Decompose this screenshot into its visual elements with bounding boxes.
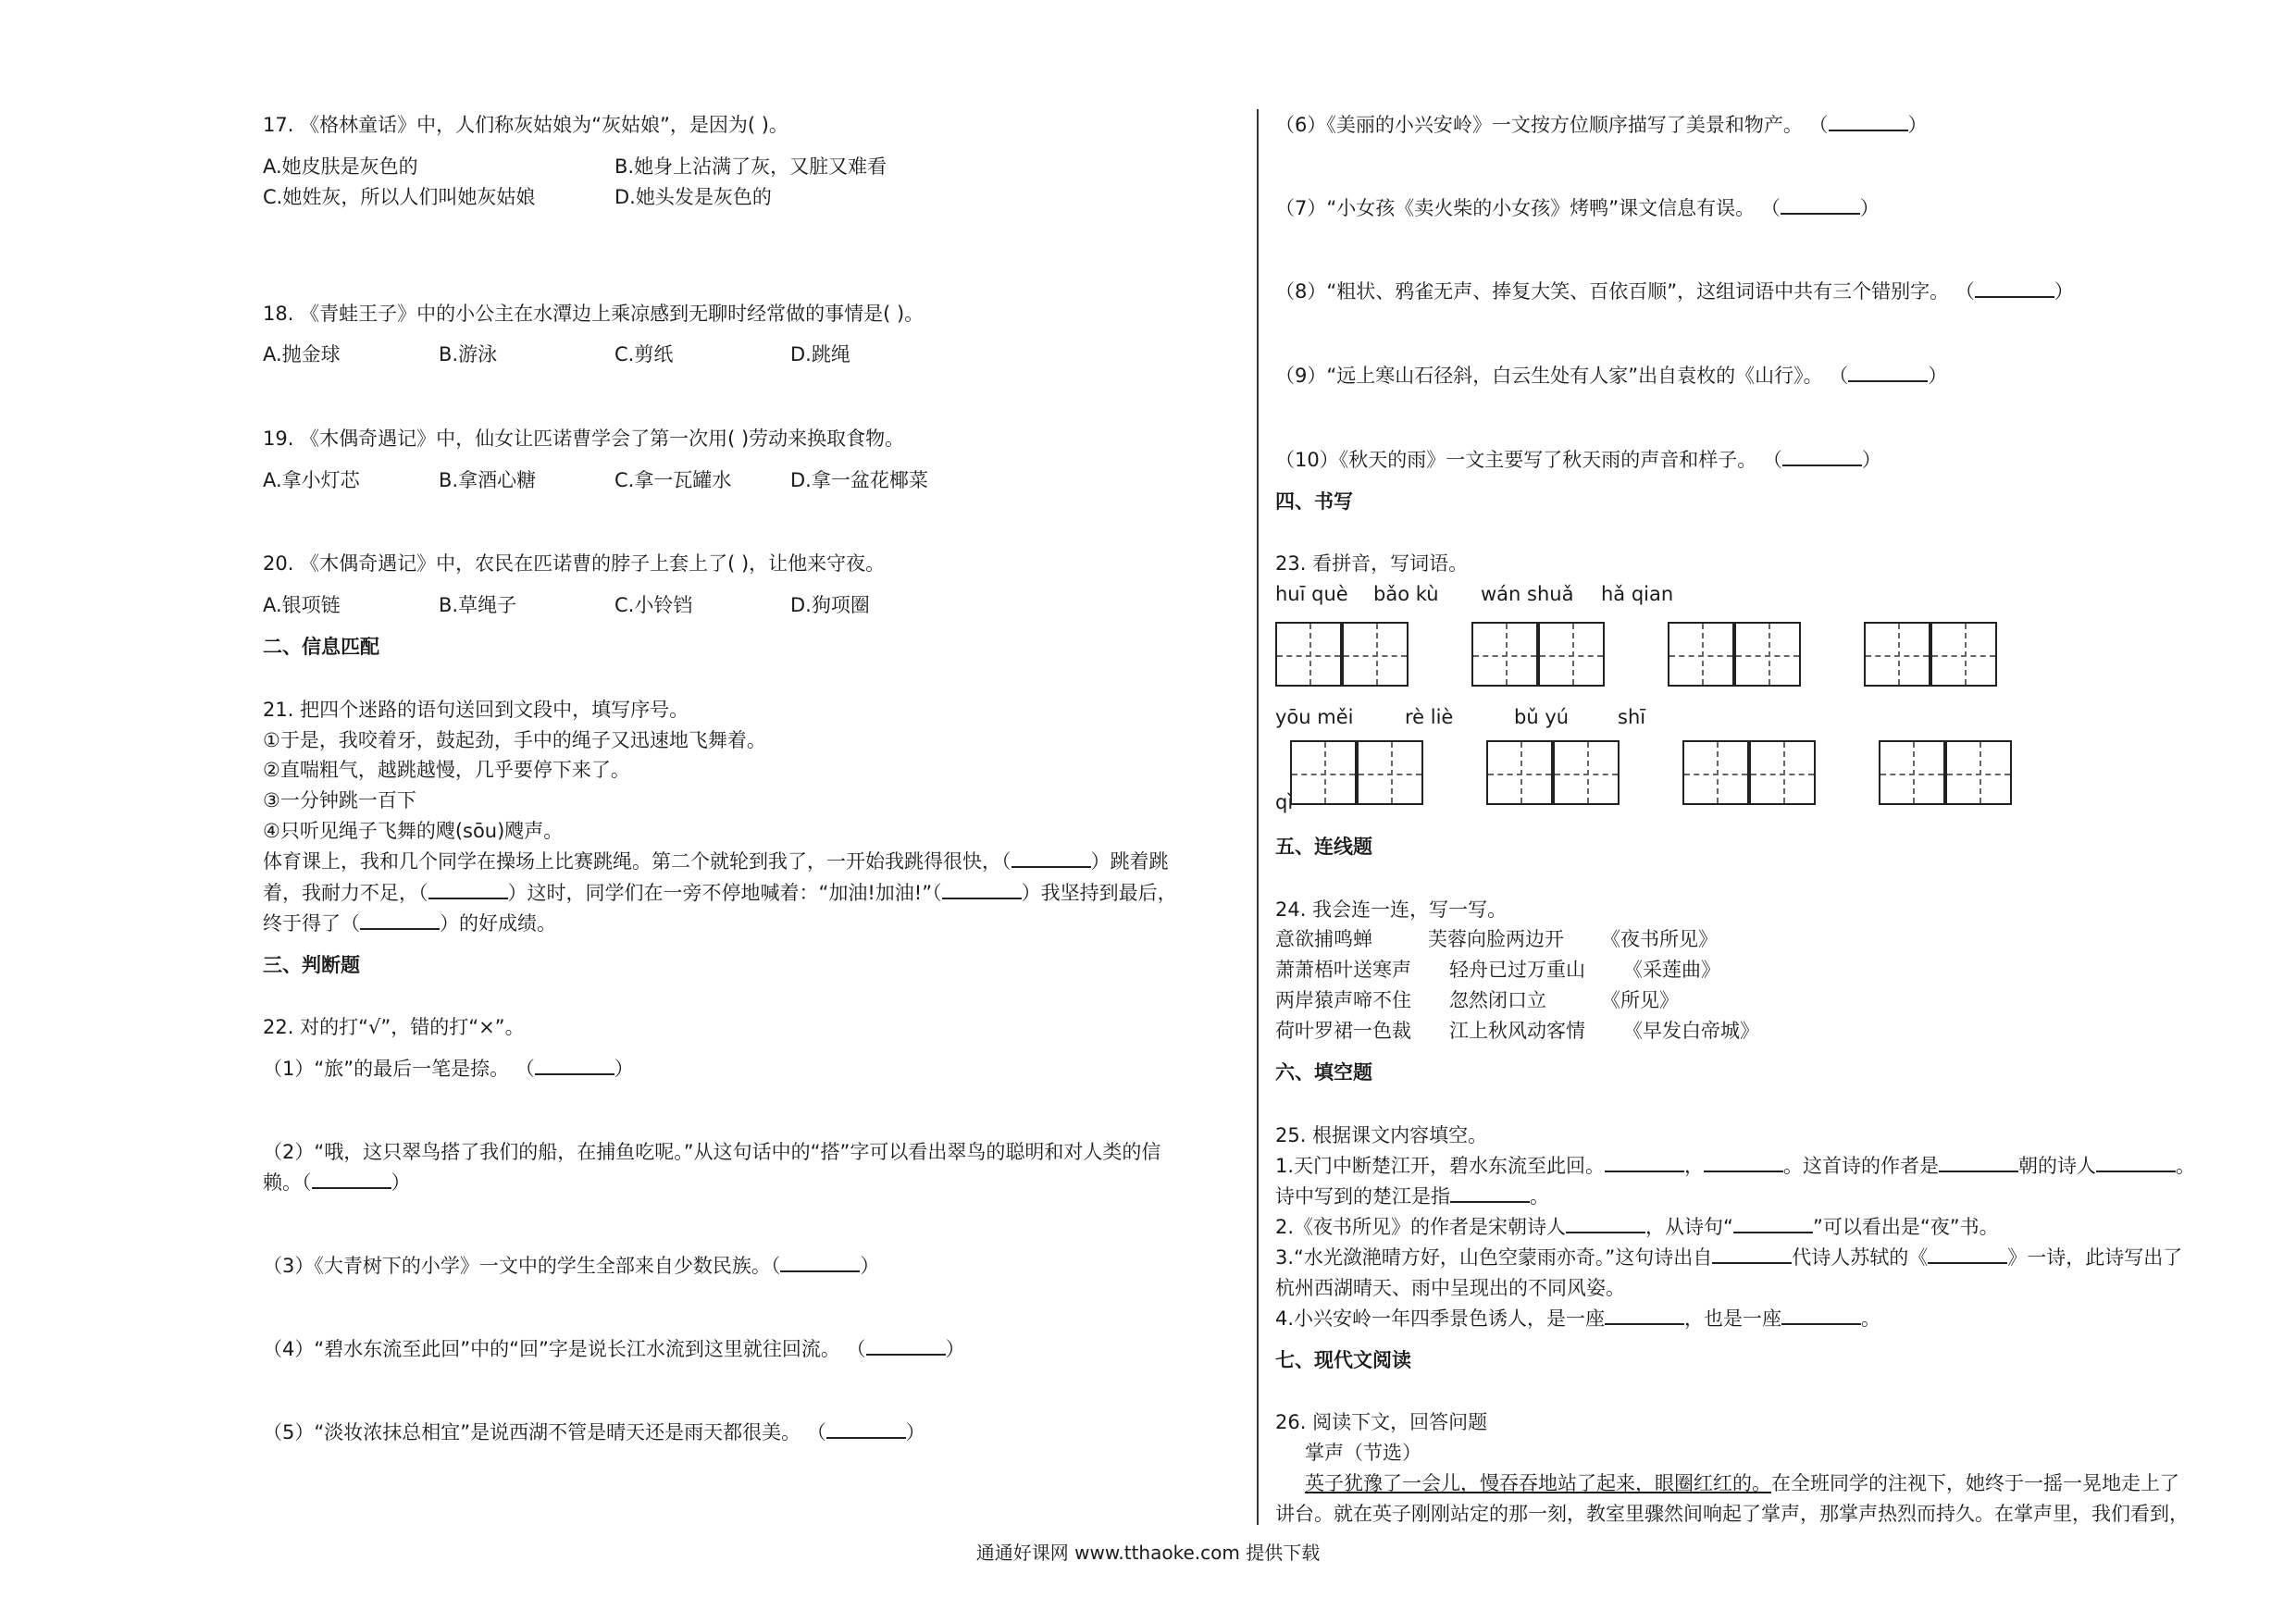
q25-blank[interactable]	[1566, 1213, 1645, 1233]
q22-item-5: （5）“淡妆浓抹总相宜”是说西湖不管是晴天还是雨天都很美。 （ ）	[263, 1419, 925, 1446]
q26-passage-line-1: 英子犹豫了一会儿，慢吞吞地站了起来，眼圈红红的。在全班同学的注视下，她终于一摇一晃地走上了	[1305, 1472, 2179, 1494]
q17-stem: 17. 《格林童话》中，人们称灰姑娘为“灰姑娘”，是因为( )。	[263, 114, 788, 136]
section-heading-matching: 五、连线题	[1275, 836, 1372, 858]
writing-box[interactable]	[1668, 622, 1734, 687]
q19-option-d: D.拿一盆花椰菜	[790, 469, 928, 491]
section-heading-judgement: 三、判断题	[263, 954, 360, 976]
page-footer: 通通好课网 www.tthaoke.com 提供下载	[975, 1542, 1321, 1564]
match-right-item[interactable]: 《早发白帝城》	[1623, 1020, 1759, 1042]
q25-blank[interactable]	[1928, 1244, 2007, 1264]
pinyin-label: wán shuǎ	[1481, 583, 1574, 605]
section-heading-fill-in: 六、填空题	[1275, 1061, 1372, 1084]
q22-item-10: （10）《秋天的雨》一文主要写了秋天雨的声音和样子。 （ ）	[1275, 446, 1881, 474]
q25-blank[interactable]	[1733, 1213, 1813, 1233]
q25-line-3: 2.《夜书所见》的作者是宋朝诗人 ，从诗句“ ”可以看出是“夜”书。	[1275, 1213, 1999, 1241]
writing-box[interactable]	[1290, 740, 1357, 805]
match-left-item[interactable]: 意欲捕鸣蝉	[1275, 928, 1372, 950]
q18-option-d: D.跳绳	[790, 343, 850, 365]
pinyin-label: hǎ qian	[1601, 583, 1674, 605]
q21-sentence-3: ③一分钟跳一百下	[263, 789, 416, 812]
writing-box[interactable]	[1486, 740, 1553, 805]
q22-blank-3[interactable]	[780, 1252, 860, 1272]
q22-blank-1[interactable]	[535, 1055, 614, 1075]
writing-box[interactable]	[1682, 740, 1749, 805]
pinyin-label: bǎo kù	[1373, 583, 1439, 605]
writing-box[interactable]	[1471, 622, 1538, 687]
q20-option-a: A.银项链	[263, 594, 341, 616]
q21-sentence-2: ②直喘粗气，越跳越慢，几乎要停下来了。	[263, 759, 630, 781]
q21-blank-1[interactable]	[1011, 848, 1091, 868]
writing-box[interactable]	[1553, 740, 1620, 805]
writing-box[interactable]	[1749, 740, 1816, 805]
q18-stem: 18. 《青蛙王子》中的小公主在水潭边上乘凉感到无聊时经常做的事情是( )。	[263, 303, 925, 325]
q26-stem: 26. 阅读下文，回答问题	[1275, 1411, 1488, 1433]
q22-blank-6[interactable]	[1829, 111, 1908, 131]
match-left-item[interactable]: 两岸猿声啼不住	[1275, 989, 1411, 1011]
q21-stem: 21. 把四个迷路的语句送回到文段中，填写序号。	[263, 699, 689, 721]
writing-box[interactable]	[1275, 622, 1342, 687]
q20-option-c: C.小铃铛	[614, 594, 693, 616]
pinyin-label: shī	[1618, 706, 1646, 728]
q25-blank[interactable]	[1781, 1305, 1861, 1325]
q24-stem: 24. 我会连一连，写一写。	[1275, 898, 1508, 921]
q23-stem: 23. 看拼音，写词语。	[1275, 552, 1469, 575]
q19-option-c: C.拿一瓦罐水	[614, 469, 732, 491]
q22-blank-4[interactable]	[866, 1335, 946, 1356]
match-middle-item[interactable]: 轻舟已过万重山	[1449, 959, 1585, 981]
q26-passage-line-2: 讲台。就在英子刚刚站定的那一刻，教室里骤然间响起了掌声，那掌声热烈而持久。在掌声里，我们看到，	[1275, 1503, 2189, 1525]
q18-option-c: C.剪纸	[614, 343, 674, 365]
q20-option-b: B.草绳子	[439, 594, 517, 616]
q21-passage-line-2: 着，我耐力不足，（ ）这时，同学们在一旁不停地喊着：“加油!加油!”（ ）我坚持到最后，	[263, 879, 1177, 907]
q25-blank[interactable]	[2096, 1152, 2176, 1172]
section-heading-reading: 七、现代文阅读	[1275, 1349, 1411, 1371]
q26-passage-title: 掌声（节选）	[1305, 1442, 1421, 1464]
pinyin-label: rè liè	[1405, 706, 1454, 728]
q25-blank[interactable]	[1712, 1244, 1792, 1264]
q17-option-b: B.她身上沾满了灰，又脏又难看	[614, 155, 887, 178]
q25-line-2: 诗中写到的楚江是指 。	[1275, 1183, 1549, 1210]
q21-sentence-1: ①于是，我咬着牙，鼓起劲，手中的绳子又迅速地飞舞着。	[263, 729, 766, 751]
q22-blank-7[interactable]	[1781, 194, 1860, 215]
pinyin-label-qi: qì	[1275, 791, 1294, 813]
q25-blank[interactable]	[1704, 1152, 1783, 1172]
q22-item-7: （7）“小女孩《卖火柴的小女孩》烤鸭”课文信息有误。 （ ）	[1275, 194, 1880, 222]
match-right-item[interactable]: 《采莲曲》	[1623, 959, 1720, 981]
q25-blank[interactable]	[1605, 1152, 1684, 1172]
writing-box[interactable]	[1342, 622, 1409, 687]
section-heading-writing: 四、书写	[1275, 490, 1353, 513]
q19-stem: 19. 《木偶奇遇记》中，仙女让匹诺曹学会了第一次用( )劳动来换取食物。	[263, 427, 905, 450]
writing-box[interactable]	[1734, 622, 1801, 687]
q20-stem: 20. 《木偶奇遇记》中，农民在匹诺曹的脖子上套上了( )，让他来守夜。	[263, 552, 886, 575]
q22-blank-5[interactable]	[826, 1419, 906, 1439]
match-right-item[interactable]: 《夜书所见》	[1601, 928, 1718, 950]
q25-line-6: 4.小兴安岭一年四季景色诱人，是一座 ，也是一座 。	[1275, 1305, 1880, 1332]
q17-option-a: A.她皮肤是灰色的	[263, 155, 418, 178]
q21-passage-line-1: 体育课上，我和几个同学在操场上比赛跳绳。第二个就轮到我了，一开始我跳得很快，（ ）跳着跳	[263, 848, 1169, 875]
writing-box[interactable]	[1357, 740, 1423, 805]
writing-box[interactable]	[1538, 622, 1605, 687]
q25-blank[interactable]	[1939, 1152, 2018, 1172]
writing-box[interactable]	[1930, 622, 1997, 687]
q25-stem: 25. 根据课文内容填空。	[1275, 1124, 1488, 1146]
q17-option-d: D.她头发是灰色的	[614, 186, 772, 208]
q22-blank-10[interactable]	[1782, 446, 1862, 466]
q20-option-d: D.狗项圈	[790, 594, 870, 616]
pinyin-label: huī què	[1275, 583, 1348, 605]
pinyin-label: bǔ yú	[1514, 706, 1570, 728]
q21-blank-2[interactable]	[428, 879, 508, 899]
q19-option-b: B.拿酒心糖	[439, 469, 537, 491]
q21-sentence-4: ④只听见绳子飞舞的飕(sōu)飕声。	[263, 820, 564, 842]
q22-stem: 22. 对的打“√”，错的打“×”。	[263, 1016, 525, 1038]
match-right-item[interactable]: 《所见》	[1601, 989, 1679, 1011]
match-middle-item[interactable]: 芙蓉向脸两边开	[1428, 928, 1564, 950]
q21-blank-4[interactable]	[360, 910, 440, 930]
q25-line-5: 杭州西湖晴天、雨中呈现出的不同风姿。	[1275, 1277, 1625, 1299]
column-divider	[1257, 109, 1259, 1525]
writing-box[interactable]	[1864, 622, 1930, 687]
q22-item-9: （9）“远上寒山石径斜，白云生处有人家”出自袁枚的《山行》。 （ ）	[1275, 362, 1947, 390]
q22-item-6: （6）《美丽的小兴安岭》一文按方位顺序描写了美景和物产。 （ ）	[1275, 111, 1928, 139]
q18-option-b: B.游泳	[439, 343, 498, 365]
writing-box[interactable]	[1945, 740, 2012, 805]
writing-box[interactable]	[1879, 740, 1945, 805]
match-left-item[interactable]: 萧萧梧叶送寒声	[1275, 959, 1411, 981]
q22-item-2-line-1: （2）“哦，这只翠鸟搭了我们的船，在捕鱼吃呢。”从这句话中的“搭”字可以看出翠鸟的聪明和对人类的信	[263, 1141, 1161, 1163]
q22-item-3: （3）《大青树下的小学》一文中的学生全部来自少数民族。（ ）	[263, 1252, 879, 1280]
section-heading-info-match: 二、信息匹配	[263, 636, 379, 658]
match-left-item[interactable]: 荷叶罗裙一色裁	[1275, 1020, 1411, 1042]
q22-item-2-line-2: 赖。（ ）	[263, 1169, 411, 1196]
q22-blank-2[interactable]	[312, 1169, 391, 1189]
match-middle-item[interactable]: 忽然闭口立	[1449, 989, 1546, 1011]
q25-blank[interactable]	[1450, 1183, 1530, 1203]
q18-option-a: A.抛金球	[263, 343, 341, 365]
q22-blank-8[interactable]	[1975, 278, 2054, 298]
q25-blank[interactable]	[1605, 1305, 1684, 1325]
q22-item-8: （8）“粗状、鸦雀无声、捧复大笑、百依百顺”，这组词语中共有三个错别字。 （ ）	[1275, 278, 2074, 305]
q17-option-c: C.她姓灰，所以人们叫她灰姑娘	[263, 186, 536, 208]
q22-item-1: （1）“旅”的最后一笔是捺。 （ ）	[263, 1055, 634, 1083]
q21-passage-line-3: 终于得了（ ）的好成绩。	[263, 910, 556, 937]
q22-item-4: （4）“碧水东流至此回”中的“回”字是说长江水流到这里就往回流。 （ ）	[263, 1335, 965, 1363]
q25-line-4: 3.“水光潋滟晴方好，山色空蒙雨亦奇。”这句诗出自 代诗人苏轼的《 》一诗，此诗写出了	[1275, 1244, 2182, 1271]
q22-blank-9[interactable]	[1848, 362, 1928, 382]
q21-blank-3[interactable]	[942, 879, 1022, 899]
q19-option-a: A.拿小灯芯	[263, 469, 360, 491]
pinyin-label: yōu měi	[1275, 706, 1354, 728]
match-middle-item[interactable]: 江上秋风动客情	[1449, 1020, 1585, 1042]
q25-line-1: 1.天门中断楚江开，碧水东流至此回。 ， 。这首诗的作者是 朝的诗人 。	[1275, 1152, 2195, 1180]
